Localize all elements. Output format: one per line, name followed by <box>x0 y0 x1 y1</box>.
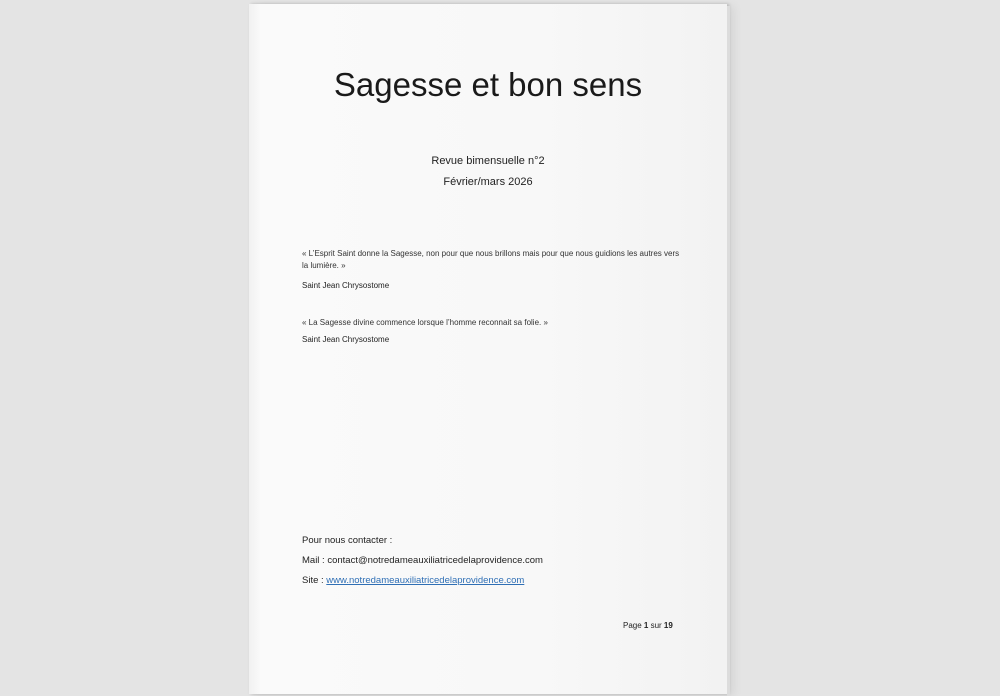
contact-site <box>302 575 524 586</box>
current-page: 1 <box>643 621 649 630</box>
quote-text: « L’Esprit Saint donne la Sagesse, non pour que nous brillons mais pour que nous guidions les autres vers la lumière. » <box>302 249 680 270</box>
of-label: sur <box>648 621 664 630</box>
contact-heading: Pour nous contacter : <box>302 535 393 546</box>
quote-author: Saint Jean Chrysostome <box>302 281 390 290</box>
document-page <box>249 4 727 694</box>
quote-author: Saint Jean Chrysostome <box>302 335 390 344</box>
contact-mail <box>302 555 543 566</box>
quote-text: « La Sagesse divine commence lorsque l’homme reconnait sa folie. » <box>302 318 548 327</box>
mail-label: Mail : <box>302 555 328 566</box>
page-number <box>623 621 673 630</box>
site-label: Site : <box>302 575 327 586</box>
document-date: Février/mars 2026 <box>443 176 533 188</box>
mail-address: contact@notredameauxiliatricedelaprovidence.com <box>327 555 543 566</box>
site-link[interactable]: www.notredameauxiliatricedelaprovidence.com <box>326 575 525 586</box>
page-label: Page <box>623 621 644 630</box>
total-pages: 19 <box>663 621 673 630</box>
document-title: Sagesse et bon sens <box>333 66 643 103</box>
document-subtitle: Revue bimensuelle n°2 <box>431 155 545 167</box>
